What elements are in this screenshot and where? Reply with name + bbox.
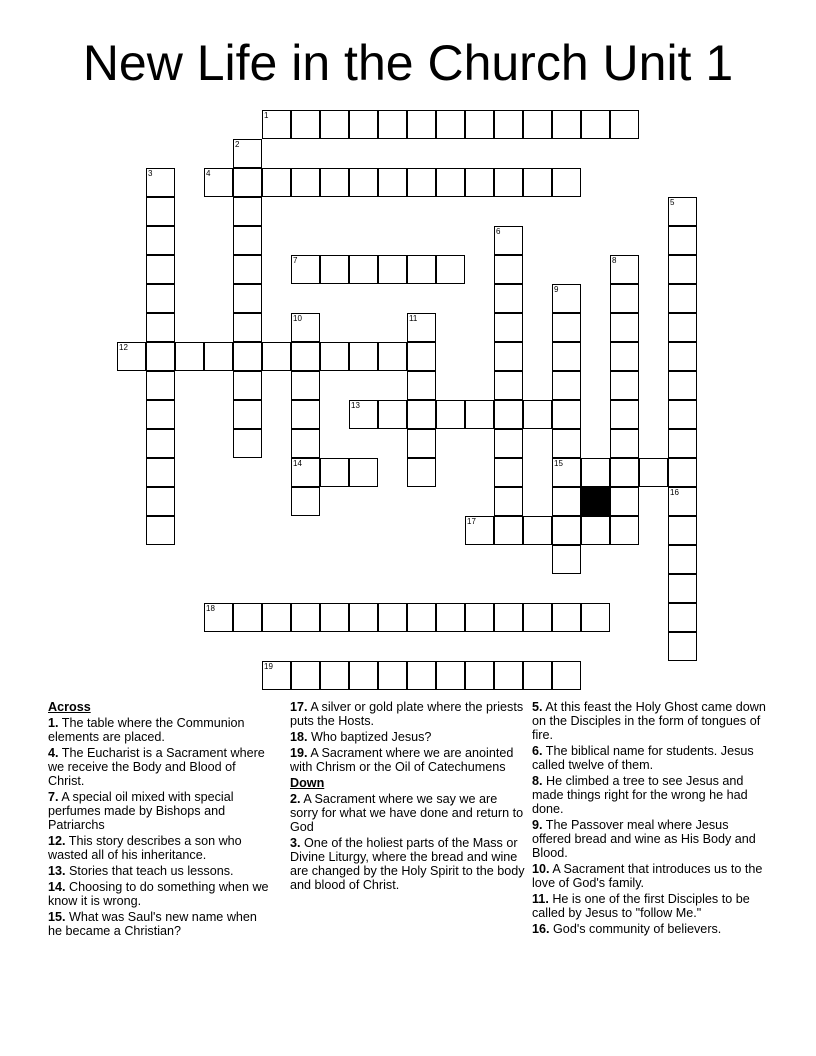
grid-cell[interactable] (552, 487, 581, 516)
grid-cell[interactable] (407, 603, 436, 632)
grid-cell[interactable] (349, 458, 378, 487)
grid-cell[interactable] (494, 342, 523, 371)
clue-down-6: 6. The biblical name for students. Jesus called twelve of them. (532, 744, 754, 772)
grid-cell[interactable] (668, 284, 697, 313)
clue-down-11: 11. He is one of the first Disciples to be called by Jesus to "follow Me." (532, 892, 750, 920)
grid-cell[interactable] (668, 516, 697, 545)
grid-cell[interactable] (378, 168, 407, 197)
grid-cell[interactable] (117, 342, 146, 371)
grid-cell[interactable] (349, 603, 378, 632)
grid-cell[interactable] (233, 226, 262, 255)
cell-number: 4 (206, 169, 211, 178)
grid-cell[interactable] (668, 603, 697, 632)
grid-cell[interactable] (349, 400, 378, 429)
grid-cell[interactable] (552, 342, 581, 371)
grid-cell[interactable] (552, 110, 581, 139)
grid-cell[interactable] (552, 284, 581, 313)
grid-cell[interactable] (146, 313, 175, 342)
grid-cell[interactable] (320, 458, 349, 487)
grid-cell[interactable] (407, 342, 436, 371)
cell-number: 6 (496, 227, 501, 236)
grid-cell[interactable] (291, 168, 320, 197)
grid-cell[interactable] (262, 168, 291, 197)
cell-number: 5 (670, 198, 675, 207)
grid-cell[interactable] (146, 487, 175, 516)
grid-cell[interactable] (378, 255, 407, 284)
grid-cell[interactable] (581, 110, 610, 139)
cell-number: 19 (264, 662, 273, 671)
grid-cell[interactable] (552, 545, 581, 574)
clue-down-5: 5. At this feast the Holy Ghost came down on the Disciples in the form of tongues of fire. (532, 700, 766, 742)
grid-cell[interactable] (146, 284, 175, 313)
grid-cell[interactable] (233, 371, 262, 400)
grid-cell[interactable] (465, 603, 494, 632)
grid-cell[interactable] (668, 313, 697, 342)
grid-cell[interactable] (668, 574, 697, 603)
clue-across-7: 7. A special oil mixed with special perfumes made by Bishops and Patriarchs (48, 790, 234, 832)
grid-cell[interactable] (552, 400, 581, 429)
grid-cell[interactable] (204, 168, 233, 197)
grid-cell[interactable] (668, 255, 697, 284)
grid-cell[interactable] (494, 168, 523, 197)
clue-down-9: 9. The Passover meal where Jesus offered bread and wine as His Body and Blood. (532, 818, 756, 860)
grid-cell[interactable] (436, 603, 465, 632)
grid-cell[interactable] (233, 284, 262, 313)
grid-cell[interactable] (436, 255, 465, 284)
clue-down-16: 16. God's community of believers. (532, 922, 722, 936)
grid-cell[interactable] (494, 371, 523, 400)
grid-cell[interactable] (349, 168, 378, 197)
grid-cell[interactable] (436, 661, 465, 690)
grid-cell[interactable] (610, 110, 639, 139)
grid-cell[interactable] (552, 168, 581, 197)
grid-cell[interactable] (465, 400, 494, 429)
cell-number: 9 (554, 285, 559, 294)
grid-cell[interactable] (262, 603, 291, 632)
cell-number: 3 (148, 169, 153, 178)
clue-across-14: 14. Choosing to do something when we know it is wrong. (48, 880, 269, 908)
grid-cell[interactable] (407, 313, 436, 342)
cell-number: 7 (293, 256, 298, 265)
grid-cell[interactable] (146, 429, 175, 458)
grid-cell[interactable] (552, 661, 581, 690)
grid-cell[interactable] (320, 110, 349, 139)
grid-cell[interactable] (291, 371, 320, 400)
grid-cell[interactable] (291, 110, 320, 139)
grid-cell[interactable] (494, 603, 523, 632)
grid-cell[interactable] (146, 342, 175, 371)
grid-cell[interactable] (523, 661, 552, 690)
grid-cell[interactable] (262, 342, 291, 371)
grid-cell[interactable] (320, 661, 349, 690)
grid-cell[interactable] (146, 255, 175, 284)
grid-cell[interactable] (523, 603, 552, 632)
grid-cell[interactable] (552, 371, 581, 400)
grid-cell[interactable] (610, 371, 639, 400)
grid-cell[interactable] (407, 661, 436, 690)
grid-cell[interactable] (146, 168, 175, 197)
grid-cell[interactable] (465, 661, 494, 690)
grid-cell[interactable] (262, 661, 291, 690)
grid-cell[interactable] (407, 429, 436, 458)
grid-cell[interactable] (407, 371, 436, 400)
grid-cell[interactable] (552, 458, 581, 487)
clue-across-4: 4. The Eucharist is a Sacrament where we receive the Body and Blood of Christ. (48, 746, 265, 788)
grid-cell[interactable] (407, 255, 436, 284)
grid-cell[interactable] (610, 400, 639, 429)
grid-cell[interactable] (668, 342, 697, 371)
grid-cell[interactable] (349, 661, 378, 690)
grid-cell[interactable] (494, 661, 523, 690)
grid-cell[interactable] (233, 168, 262, 197)
grid-cell[interactable] (465, 110, 494, 139)
grid-cell[interactable] (668, 458, 697, 487)
grid-cell[interactable] (146, 371, 175, 400)
grid-cell[interactable] (233, 400, 262, 429)
grid-cell[interactable] (204, 342, 233, 371)
grid-cell[interactable] (610, 255, 639, 284)
across-heading: Across (48, 700, 91, 714)
grid-cell[interactable] (320, 603, 349, 632)
grid-cell[interactable] (436, 400, 465, 429)
grid-cell[interactable] (407, 400, 436, 429)
grid-cell[interactable] (523, 400, 552, 429)
grid-cell[interactable] (146, 197, 175, 226)
grid-cell[interactable] (523, 110, 552, 139)
grid-cell[interactable] (262, 110, 291, 139)
clue-down-2: 2. A Sacrament where we say we are sorry for what we have done and return to God (290, 792, 524, 834)
grid-cell[interactable] (320, 255, 349, 284)
clue-across-17: 17. A silver or gold plate where the priests puts the Hosts. (290, 700, 524, 728)
grid-cell[interactable] (494, 313, 523, 342)
grid-cell[interactable] (233, 255, 262, 284)
grid-cell[interactable] (291, 458, 320, 487)
grid-cell[interactable] (349, 110, 378, 139)
grid-cell[interactable] (494, 226, 523, 255)
grid-cell[interactable] (204, 603, 233, 632)
puzzle-title: New Life in the Church Unit 1 (82, 35, 734, 91)
grid-cell[interactable] (639, 458, 668, 487)
grid-cell[interactable] (349, 342, 378, 371)
grid-cell[interactable] (291, 603, 320, 632)
clue-across-1: 1. The table where the Communion elements are placed. (48, 716, 245, 744)
grid-cell[interactable] (494, 110, 523, 139)
grid-cell[interactable] (668, 371, 697, 400)
grid-cell[interactable] (523, 516, 552, 545)
grid-cell[interactable] (668, 197, 697, 226)
grid-cell[interactable] (581, 458, 610, 487)
grid-cell[interactable] (378, 400, 407, 429)
grid-cell[interactable] (291, 342, 320, 371)
grid-cell[interactable] (291, 400, 320, 429)
grid-cell[interactable] (407, 168, 436, 197)
grid-cell[interactable] (233, 139, 262, 168)
grid-cell[interactable] (494, 516, 523, 545)
grid-cell[interactable] (668, 429, 697, 458)
cell-number: 14 (293, 459, 302, 468)
grid-cell[interactable] (552, 516, 581, 545)
grid-cell[interactable] (378, 603, 407, 632)
grid-cell[interactable] (494, 255, 523, 284)
cell-number: 1 (264, 111, 269, 120)
clues-column-3 (532, 700, 767, 938)
cell-number: 13 (351, 401, 360, 410)
grid-cell[interactable] (494, 284, 523, 313)
grid-cell[interactable] (291, 661, 320, 690)
clue-down-3: 3. One of the holiest parts of the Mass or Divine Liturgy, where the bread and wine are changed by the Holy Spirit to the body and blood of Christ. (290, 836, 525, 892)
clues-column-2 (290, 700, 525, 894)
grid-cell[interactable] (552, 603, 581, 632)
grid-cell[interactable] (668, 487, 697, 516)
cell-number: 17 (467, 517, 476, 526)
grid-cell[interactable] (494, 429, 523, 458)
grid-cell[interactable] (465, 168, 494, 197)
grid-cell[interactable] (291, 255, 320, 284)
grid-cell[interactable] (610, 458, 639, 487)
grid-cell[interactable] (233, 603, 262, 632)
grid-cell[interactable] (407, 110, 436, 139)
grid-cell[interactable] (610, 516, 639, 545)
grid-cell[interactable] (436, 168, 465, 197)
grid-cell[interactable] (146, 458, 175, 487)
blocked-cell (581, 487, 610, 516)
grid-cell[interactable] (552, 313, 581, 342)
clue-across-13: 13. Stories that teach us lessons. (48, 864, 234, 878)
grid-cell[interactable] (610, 487, 639, 516)
grid-cell[interactable] (378, 110, 407, 139)
grid-cell[interactable] (668, 400, 697, 429)
grid-cell[interactable] (233, 342, 262, 371)
grid-cell[interactable] (175, 342, 204, 371)
grid-cell[interactable] (610, 284, 639, 313)
down-heading: Down (290, 776, 325, 790)
grid-cell[interactable] (291, 313, 320, 342)
grid-cell[interactable] (291, 487, 320, 516)
grid-cell[interactable] (668, 545, 697, 574)
grid-cell[interactable] (233, 197, 262, 226)
grid-cell[interactable] (146, 516, 175, 545)
grid-cell[interactable] (668, 632, 697, 661)
clue-down-8: 8. He climbed a tree to see Jesus and made things right for the wrong he had done. (532, 774, 748, 816)
cell-number: 10 (293, 314, 302, 323)
grid-cell[interactable] (494, 487, 523, 516)
grid-cell[interactable] (610, 313, 639, 342)
cell-number: 11 (409, 314, 418, 323)
grid-cell[interactable] (581, 516, 610, 545)
grid-cell[interactable] (146, 400, 175, 429)
clue-across-19: 19. A Sacrament where we are anointed with Chrism or the Oil of Catechumens (290, 746, 514, 774)
grid-cell[interactable] (349, 255, 378, 284)
cell-number: 8 (612, 256, 617, 265)
grid-cell[interactable] (523, 168, 552, 197)
clue-across-15: 15. What was Saul's new name when he became a Christian? (48, 910, 257, 938)
grid-cell[interactable] (465, 516, 494, 545)
cell-number: 12 (119, 343, 128, 352)
grid-cell[interactable] (320, 168, 349, 197)
grid-cell[interactable] (436, 110, 465, 139)
grid-cell[interactable] (552, 429, 581, 458)
clue-down-10: 10. A Sacrament that introduces us to the love of God's family. (532, 862, 763, 890)
grid-cell[interactable] (320, 342, 349, 371)
grid-cell[interactable] (407, 458, 436, 487)
grid-cell[interactable] (494, 458, 523, 487)
clue-across-12: 12. This story describes a son who wasted all of his inheritance. (48, 834, 242, 862)
grid-cell[interactable] (610, 342, 639, 371)
grid-cell[interactable] (233, 313, 262, 342)
cell-number: 2 (235, 140, 240, 149)
grid-cell[interactable] (668, 226, 697, 255)
grid-cell[interactable] (378, 661, 407, 690)
grid-cell[interactable] (378, 342, 407, 371)
cell-number: 15 (554, 459, 563, 468)
grid-cell[interactable] (233, 429, 262, 458)
grid-cell[interactable] (581, 603, 610, 632)
clue-across-18: 18. Who baptized Jesus? (290, 730, 432, 744)
cell-number: 16 (670, 488, 679, 497)
grid-cell[interactable] (146, 226, 175, 255)
grid-cell[interactable] (494, 400, 523, 429)
grid-cell[interactable] (610, 429, 639, 458)
cell-number: 18 (206, 604, 215, 613)
clues-column-1 (48, 700, 273, 940)
grid-cell[interactable] (291, 429, 320, 458)
